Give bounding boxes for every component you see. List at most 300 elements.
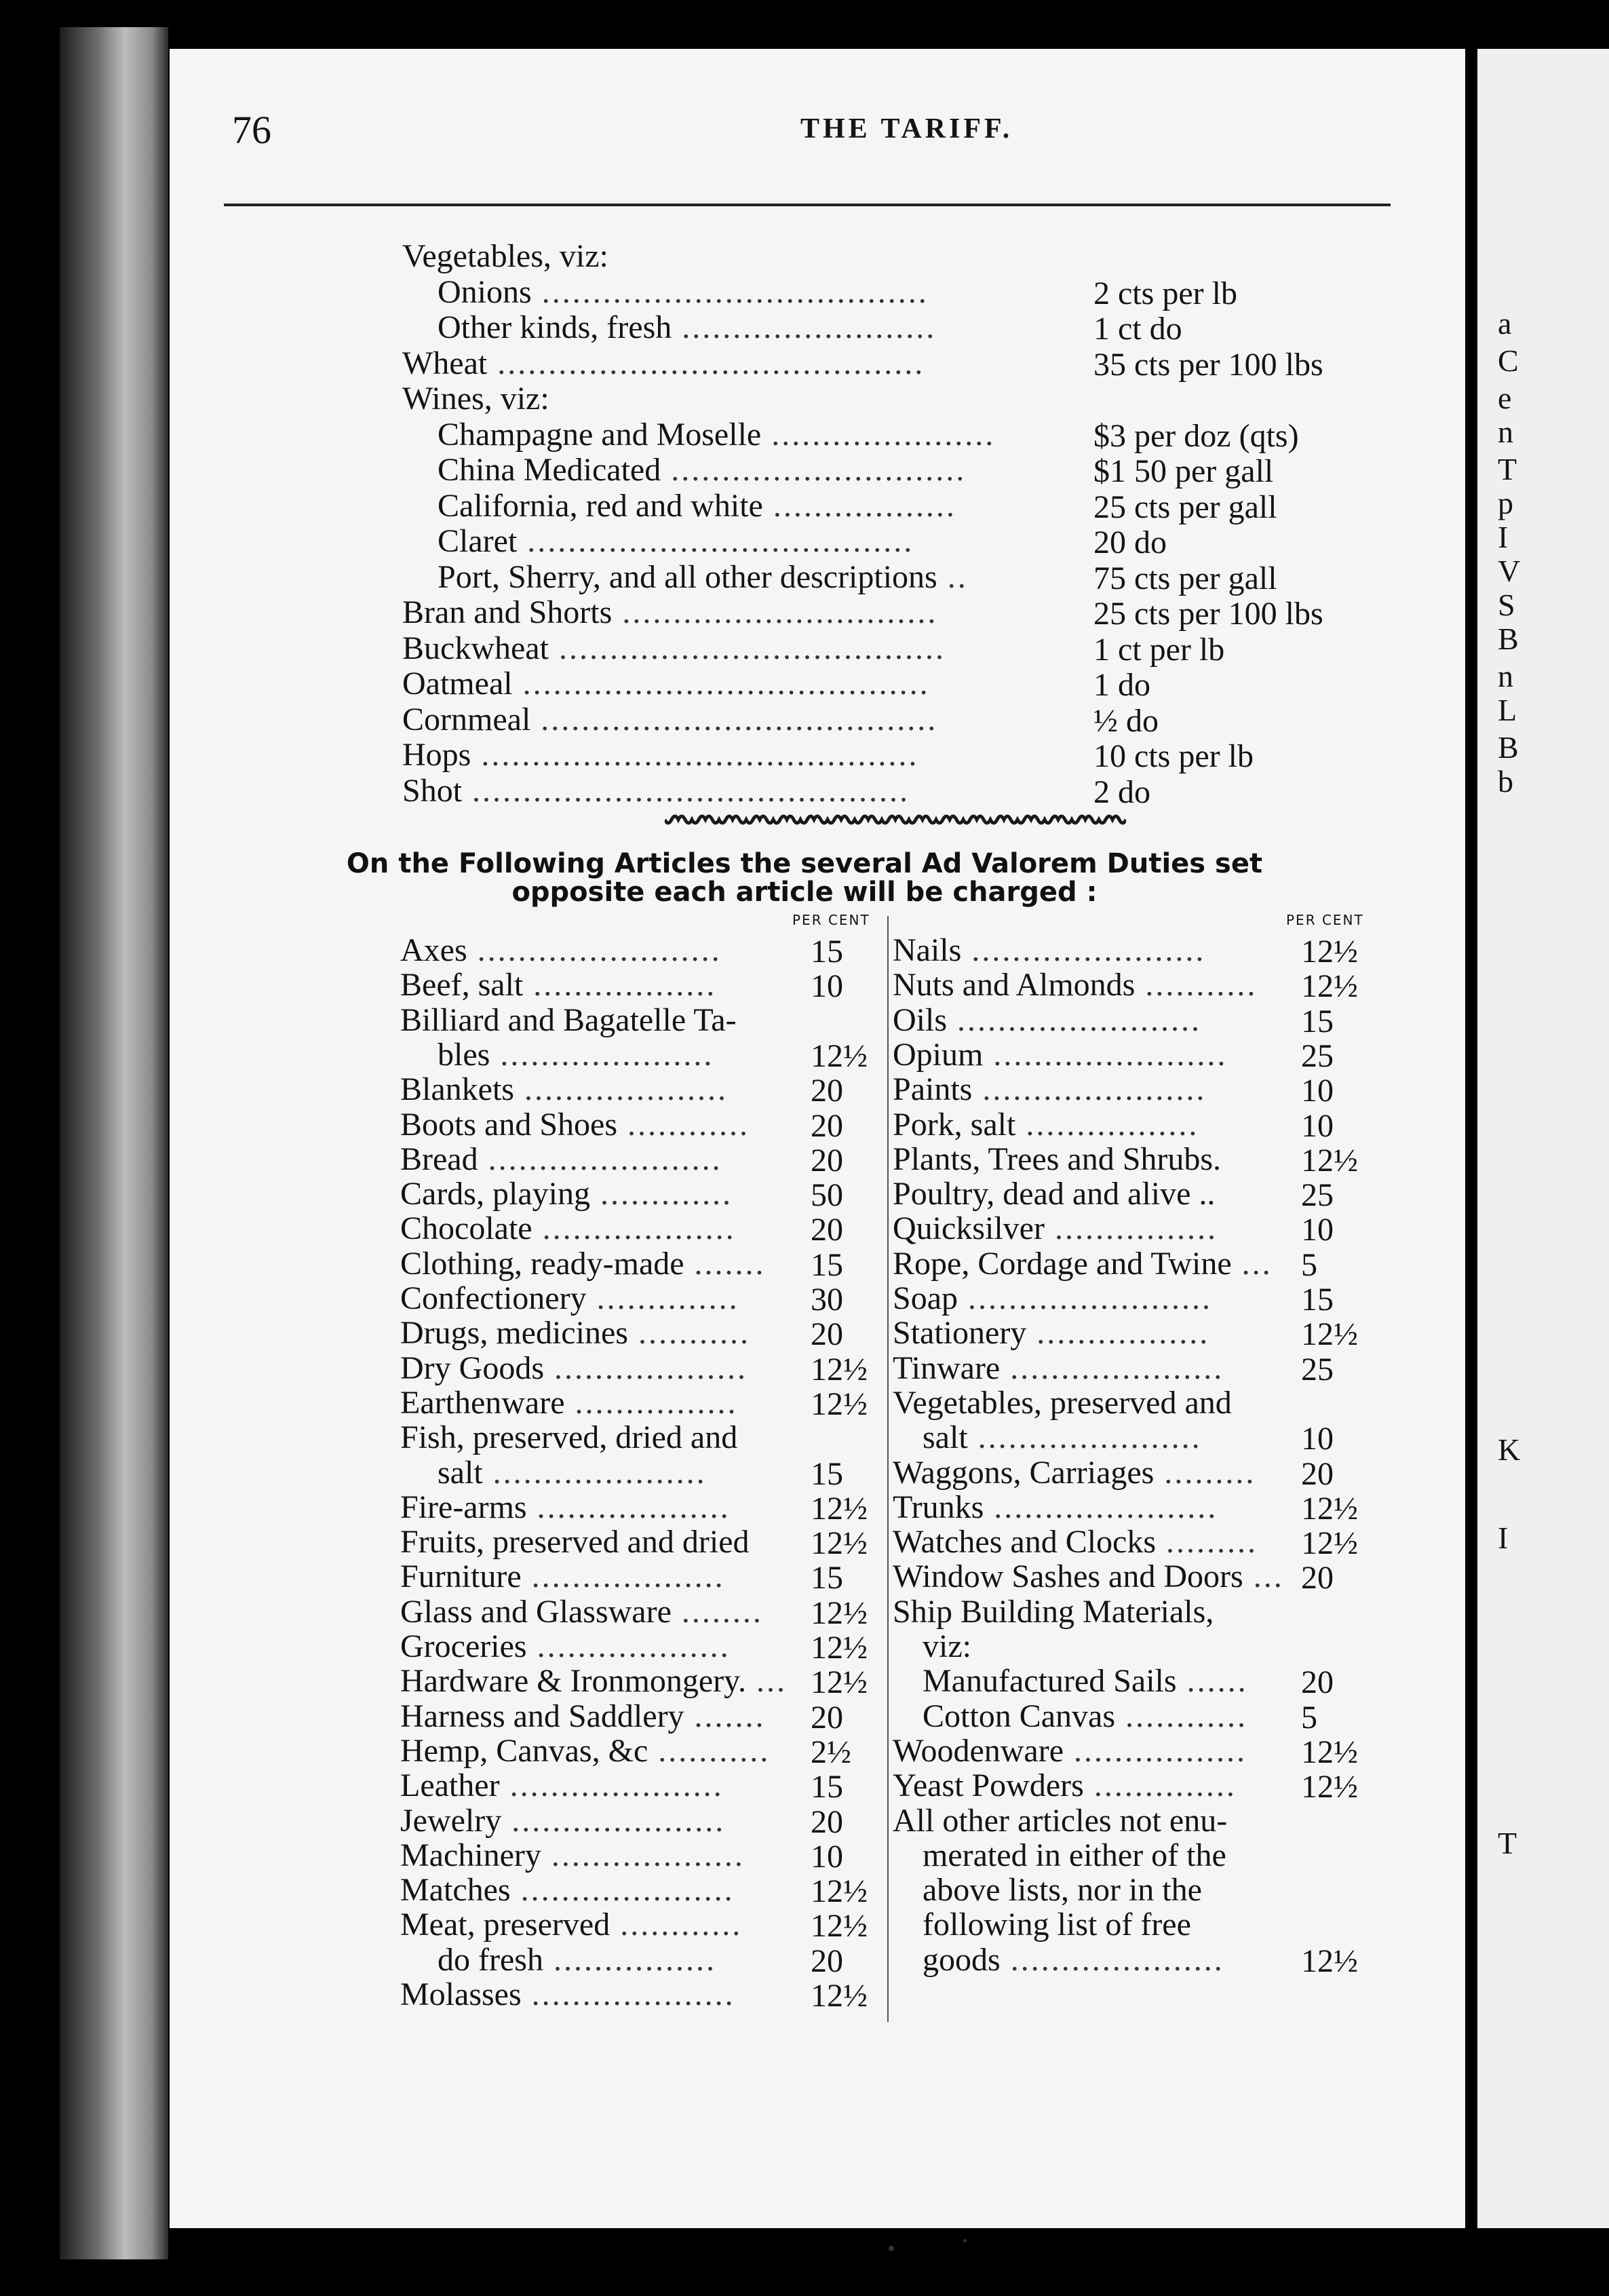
article-name: Rope, Cordage and Twine <box>893 1245 1232 1282</box>
dot-leader: ................ <box>564 1384 738 1421</box>
duty-row <box>402 631 946 666</box>
dot-leader: ........................................... <box>471 737 919 773</box>
dot-leader: .............. <box>586 1280 739 1316</box>
duty-row <box>402 346 925 381</box>
print-speck <box>963 2239 967 2242</box>
dot-leader: ............ <box>1115 1698 1247 1734</box>
ad-valorem-row <box>893 968 1257 1003</box>
dot-leader: ...................................... <box>531 273 929 310</box>
ad-valorem-row <box>893 1490 1218 1525</box>
article-name: Glass and Glassware <box>400 1593 672 1630</box>
rate-value: 12½ <box>811 1873 868 1910</box>
duty-value: $1 50 per gall <box>1093 453 1274 489</box>
dot-leader: ... <box>746 1663 788 1700</box>
article-name: bles <box>438 1036 490 1073</box>
rate-value: 20 <box>1301 1664 1334 1701</box>
dot-leader: .................... <box>513 1071 728 1108</box>
column-divider <box>887 916 889 2022</box>
book-spine-edge <box>60 27 168 2259</box>
dot-leader: ................. <box>1026 1315 1210 1352</box>
duty-value: 1 ct do <box>1093 311 1182 347</box>
article-name: Watches and Clocks <box>893 1524 1157 1561</box>
article-name: Matches <box>400 1872 511 1909</box>
rate-value: 12½ <box>811 1978 868 2014</box>
article-name: Beef, salt <box>400 967 524 1003</box>
article-name: Harness and Saddlery <box>400 1698 684 1734</box>
article-name: viz: <box>923 1628 971 1664</box>
ad-valorem-row <box>400 1246 766 1282</box>
article-name: Buckwheat <box>402 630 549 666</box>
duty-value: 1 do <box>1093 667 1150 703</box>
dot-leader: .......................................... <box>487 345 925 381</box>
article-name: Ship Building Materials, <box>893 1593 1214 1630</box>
ad-valorem-row <box>400 1977 735 2012</box>
ad-valorem-row <box>400 1525 750 1560</box>
ad-valorem-row <box>893 1594 1214 1630</box>
article-name: Boots and Shoes <box>400 1106 618 1143</box>
dot-leader: .. <box>937 558 968 595</box>
article-name: Yeast Powders <box>893 1767 1084 1804</box>
dot-leader: ....................... <box>478 1141 722 1177</box>
adjacent-letter: n <box>1498 659 1513 693</box>
article-name: Chocolate <box>400 1210 532 1247</box>
ad-valorem-row <box>438 1037 714 1073</box>
ad-valorem-row <box>400 1559 725 1594</box>
dot-leader: ................... <box>521 1558 725 1595</box>
article-name: merated in either of the <box>923 1837 1226 1873</box>
dot-leader: ................ <box>1044 1210 1218 1247</box>
dot-leader: ............................... <box>612 594 938 630</box>
article-name: Molasses <box>400 1976 522 2012</box>
rate-value: 2½ <box>811 1734 851 1770</box>
running-title: THE TARIFF. <box>800 113 1013 145</box>
article-name: Other kinds, fresh <box>438 309 672 345</box>
dot-leader: ....... <box>684 1245 766 1282</box>
rate-value: 15 <box>811 1246 843 1283</box>
ad-valorem-row <box>893 1246 1273 1282</box>
rate-value: 12½ <box>1301 968 1358 1005</box>
ad-valorem-row <box>400 1072 728 1107</box>
article-name: Drugs, medicines <box>400 1315 628 1352</box>
dot-leader: ...................................... <box>517 523 914 559</box>
article-name: Jewelry <box>400 1802 502 1839</box>
adjacent-letter: e <box>1498 381 1512 415</box>
article-name: Stationery <box>893 1315 1027 1352</box>
article-name: Fire-arms <box>400 1489 527 1525</box>
adjacent-letter: B <box>1498 621 1519 656</box>
ad-valorem-row <box>400 1734 770 1769</box>
adjacent-letter: n <box>1498 415 1513 449</box>
rate-value: 25 <box>1301 1351 1334 1388</box>
article-name: Oatmeal <box>402 666 513 702</box>
dot-leader: ........................ <box>947 1001 1202 1038</box>
ad-valorem-row <box>923 1873 1202 1908</box>
article-name: Trunks <box>893 1489 984 1525</box>
rate-value: 10 <box>1301 1107 1334 1144</box>
duty-row <box>402 773 910 809</box>
adjacent-letter: T <box>1498 1826 1517 1860</box>
article-name: Woodenware <box>893 1732 1064 1769</box>
ad-valorem-row <box>400 1629 731 1664</box>
ad-valorem-row <box>893 1385 1232 1421</box>
article-name: Poultry, dead and alive .. <box>893 1176 1216 1212</box>
ad-valorem-row <box>893 1142 1221 1177</box>
ad-valorem-row <box>400 1838 745 1873</box>
dot-leader: ........ <box>671 1593 763 1630</box>
dot-leader: ..................... <box>501 1802 726 1839</box>
article-name: Machinery <box>400 1837 541 1873</box>
ad-valorem-row <box>893 1316 1209 1351</box>
rate-value: 15 <box>1301 1003 1334 1039</box>
dot-leader: ..................... <box>510 1872 735 1909</box>
article-name: Nails <box>893 932 962 968</box>
dot-leader: ... <box>1231 1245 1273 1282</box>
dot-leader: ............ <box>610 1907 743 1943</box>
duty-value: 10 cts per lb <box>1093 738 1254 774</box>
dot-leader: ..................... <box>1000 1941 1224 1978</box>
ad-valorem-row <box>400 1490 731 1525</box>
article-name: Billiard and Bagatelle Ta- <box>400 1001 737 1038</box>
article-name: Clothing, ready-made <box>400 1245 684 1282</box>
ad-valorem-row <box>438 1455 707 1491</box>
ad-valorem-row <box>893 1803 1227 1839</box>
rate-value: 10 <box>1301 1212 1334 1248</box>
article-name: Soap <box>893 1280 958 1316</box>
ad-valorem-row <box>923 1664 1248 1699</box>
ad-valorem-row <box>400 1142 722 1177</box>
duty-row <box>402 702 937 738</box>
dot-leader: ...................................... <box>548 630 946 666</box>
rate-value: 20 <box>811 1107 843 1144</box>
per-cent-label-left: PER CENT <box>792 912 870 928</box>
rate-value: 12½ <box>1301 1525 1358 1562</box>
article-name: Cotton Canvas <box>923 1698 1115 1734</box>
ad-valorem-row <box>400 968 716 1003</box>
page-number: 76 <box>232 108 271 152</box>
dot-leader: ..................... <box>490 1036 714 1073</box>
rate-value: 10 <box>1301 1073 1334 1109</box>
article-name: California, red and white <box>438 487 763 524</box>
ad-valorem-row <box>893 1281 1212 1316</box>
ad-valorem-row <box>400 1907 742 1943</box>
article-name: Fish, preserved, dried and <box>400 1419 738 1456</box>
dot-leader: ..................... <box>1000 1350 1224 1386</box>
article-name: Paints <box>893 1071 973 1108</box>
rate-value: 12½ <box>1301 1142 1358 1179</box>
ad-valorem-row <box>923 1629 971 1664</box>
rate-value: 15 <box>811 1455 843 1492</box>
duty-value: 25 cts per 100 lbs <box>1093 596 1323 632</box>
rate-value: 12½ <box>811 1385 868 1422</box>
article-name: Claret <box>438 523 518 559</box>
dot-leader: ........................ <box>467 932 722 968</box>
rate-value: 10 <box>1301 1421 1334 1457</box>
rate-value: 20 <box>811 1803 843 1840</box>
article-name: Bran and Shorts <box>402 594 613 630</box>
duty-value: 2 do <box>1093 773 1150 810</box>
ad-valorem-row <box>893 1768 1237 1803</box>
rate-value: 50 <box>811 1177 843 1214</box>
article-name: Wheat <box>402 345 488 381</box>
ad-valorem-row <box>893 1455 1256 1491</box>
ad-valorem-row <box>400 1803 725 1839</box>
rate-value: 25 <box>1301 1177 1334 1214</box>
ad-valorem-row <box>400 1594 763 1630</box>
article-name: Hemp, Canvas, &c <box>400 1732 648 1769</box>
rate-value: 10 <box>811 1838 843 1875</box>
dot-leader: ....................... <box>983 1036 1228 1073</box>
dot-leader: ..................... <box>482 1454 707 1491</box>
article-name: Pork, salt <box>893 1106 1016 1143</box>
article-name: Champagne and Moselle <box>438 416 762 453</box>
duty-row <box>438 417 995 453</box>
ad-valorem-row <box>893 1559 1284 1594</box>
rate-value: 15 <box>811 934 843 970</box>
duty-row <box>402 239 608 274</box>
article-name: above lists, nor in the <box>923 1872 1202 1909</box>
rate-value: 20 <box>1301 1455 1334 1492</box>
dot-leader: ............................. <box>661 452 967 488</box>
rate-value: 12½ <box>1301 1490 1358 1527</box>
dot-leader: ...................... <box>761 416 996 453</box>
adjacent-letter: T <box>1498 452 1517 486</box>
article-name: do fresh <box>438 1941 543 1978</box>
ad-valorem-row <box>893 1107 1199 1143</box>
article-name: Plants, Trees and Shrubs. <box>893 1141 1222 1177</box>
ad-valorem-row <box>893 1525 1258 1560</box>
dot-leader: ........... <box>648 1732 771 1769</box>
rate-value: 12½ <box>811 1630 868 1666</box>
rate-value: 20 <box>811 1699 843 1736</box>
rate-value: 5 <box>1301 1699 1317 1736</box>
article-name: Nuts and Almonds <box>893 967 1136 1003</box>
duty-row <box>402 381 549 417</box>
dot-leader: .................... <box>521 1976 735 2012</box>
print-speck <box>889 2246 894 2251</box>
ad-valorem-row <box>923 1838 1226 1873</box>
article-name: Window Sashes and Doors <box>893 1558 1243 1595</box>
duty-row <box>402 595 937 630</box>
ad-valorem-row <box>893 1037 1227 1073</box>
header-rule <box>224 204 1391 206</box>
article-name: goods <box>923 1941 1001 1978</box>
dot-leader: ................. <box>1064 1732 1247 1769</box>
article-name: Onions <box>438 273 532 310</box>
page-header <box>0 107 1609 175</box>
article-name: Meat, preserved <box>400 1907 610 1943</box>
rate-value: 5 <box>1301 1246 1317 1283</box>
rate-value: 20 <box>811 1142 843 1179</box>
ad-valorem-row <box>893 1211 1218 1246</box>
article-name: Vegetables, viz: <box>402 238 608 274</box>
rate-value: 25 <box>1301 1037 1334 1074</box>
ad-valorem-row <box>400 1003 737 1038</box>
article-name: Dry Goods <box>400 1350 544 1386</box>
duty-row <box>402 738 918 773</box>
article-name: Blankets <box>400 1071 514 1108</box>
dot-leader: ........................................... <box>462 772 910 809</box>
ad-valorem-row <box>400 933 722 968</box>
duty-row <box>438 310 936 345</box>
article-name: following list of free <box>923 1907 1191 1943</box>
rate-value: 12½ <box>1301 1943 1358 1979</box>
dot-leader: ......... <box>1156 1524 1258 1561</box>
rate-value: 12½ <box>811 1664 868 1701</box>
duty-row <box>438 560 968 595</box>
dot-leader: ............. <box>589 1176 733 1212</box>
rate-value: 20 <box>811 1943 843 1979</box>
ad-valorem-row <box>400 1420 737 1455</box>
ad-valorem-row <box>400 1107 750 1143</box>
article-name: Opium <box>893 1036 984 1073</box>
dot-leader: ....... <box>684 1698 766 1734</box>
dot-leader: ....................................... <box>530 701 938 738</box>
article-name: Earthenware <box>400 1384 565 1421</box>
duty-value: 35 cts per 100 lbs <box>1093 346 1323 383</box>
ad-valorem-row <box>400 1664 787 1699</box>
rate-value: 20 <box>1301 1560 1334 1596</box>
dot-leader: ................... <box>526 1489 731 1525</box>
ad-valorem-row <box>893 1003 1201 1038</box>
per-cent-label-right: PER CENT <box>1286 912 1364 928</box>
ad-valorem-row <box>923 1699 1247 1734</box>
adjacent-letter: a <box>1498 306 1512 341</box>
article-name: Hardware & Ironmongery. <box>400 1663 747 1700</box>
dot-leader: ...................... <box>972 1071 1207 1108</box>
duty-value: 25 cts per gall <box>1093 489 1277 525</box>
article-name: Waggons, Carriages <box>893 1454 1155 1491</box>
rate-value: 12½ <box>811 1525 868 1562</box>
adjacent-letter: B <box>1498 730 1519 765</box>
dot-leader: .................. <box>523 967 717 1003</box>
dot-leader: ....................... <box>961 932 1206 968</box>
rate-value: 12½ <box>1301 1316 1358 1353</box>
dot-leader: ...................... <box>967 1419 1202 1456</box>
rate-value: 20 <box>811 1316 843 1353</box>
article-name: Cards, playing <box>400 1176 590 1212</box>
rate-value: 10 <box>811 968 843 1005</box>
duty-value: 20 do <box>1093 524 1167 560</box>
ad-valorem-row <box>400 1699 766 1734</box>
rate-value: 12½ <box>811 1908 868 1945</box>
dot-leader: ........................ <box>958 1280 1212 1316</box>
article-name: Manufactured Sails <box>923 1663 1177 1700</box>
adjacent-letter: K <box>1498 1432 1521 1467</box>
ornamental-divider <box>665 811 1126 828</box>
article-name: Tinware <box>893 1350 1001 1386</box>
adjacent-letter: b <box>1498 764 1513 799</box>
rate-value: 12½ <box>811 1037 868 1074</box>
dot-leader: ........... <box>1135 967 1258 1003</box>
dot-leader: ................... <box>544 1350 748 1386</box>
ad-valorem-row <box>893 1072 1206 1107</box>
article-name: Oils <box>893 1001 948 1038</box>
ad-valorem-row <box>400 1351 748 1386</box>
article-name: Cornmeal <box>402 701 531 738</box>
adjacent-letter: V <box>1498 554 1521 588</box>
duty-value: 75 cts per gall <box>1093 560 1277 596</box>
dot-leader: ... <box>1243 1558 1284 1595</box>
dot-leader: ................... <box>526 1628 731 1664</box>
dot-leader: ........................................ <box>512 666 930 702</box>
rate-value: 15 <box>811 1560 843 1596</box>
adjacent-letter: L <box>1498 693 1517 727</box>
ad-valorem-row <box>400 1211 736 1246</box>
article-name: Shot <box>402 772 463 809</box>
ad-valorem-row <box>893 1351 1224 1386</box>
ad-valorem-row <box>400 1176 733 1212</box>
ad-valorem-row <box>438 1943 716 1978</box>
dot-leader: ................... <box>532 1210 736 1247</box>
dot-leader: ......................... <box>672 309 937 345</box>
article-name: Axes <box>400 932 467 968</box>
dot-leader: ................ <box>543 1941 716 1978</box>
ad-valorem-row <box>400 1316 750 1351</box>
ad-valorem-row <box>893 933 1205 968</box>
dot-leader: ........... <box>627 1315 750 1352</box>
dot-leader: ......... <box>1154 1454 1256 1491</box>
article-name: Groceries <box>400 1628 527 1664</box>
ad-valorem-heading-line1: On the Following Articles the several Ad Valorem Duties set <box>346 848 1263 879</box>
ad-valorem-row <box>400 1768 724 1803</box>
ad-valorem-row <box>893 1734 1247 1769</box>
rate-value: 12½ <box>1301 934 1358 970</box>
article-name: Leather <box>400 1767 500 1804</box>
article-name: salt <box>923 1419 968 1456</box>
adjacent-page-edge <box>1477 49 1609 2228</box>
article-name: Vegetables, preserved and <box>893 1384 1232 1421</box>
dot-leader: ................. <box>1015 1106 1199 1143</box>
rate-value: 20 <box>811 1073 843 1109</box>
ad-valorem-row <box>400 1281 739 1316</box>
article-name: Quicksilver <box>893 1210 1045 1247</box>
duty-row <box>402 666 930 702</box>
adjacent-letter: p <box>1498 486 1513 520</box>
article-name: Wines, viz: <box>402 381 549 417</box>
dot-leader: .................. <box>762 487 956 524</box>
dot-leader: ...................... <box>984 1489 1218 1525</box>
rate-value: 15 <box>1301 1282 1334 1318</box>
rate-value: 30 <box>811 1282 843 1318</box>
adjacent-letter: C <box>1498 343 1519 378</box>
ad-valorem-row <box>923 1943 1224 1978</box>
article-name: All other articles not enu- <box>893 1802 1228 1839</box>
duty-value: 2 cts per lb <box>1093 275 1237 311</box>
article-name: Bread <box>400 1141 478 1177</box>
dot-leader: ............ <box>617 1106 750 1143</box>
article-name: China Medicated <box>438 452 661 488</box>
article-name: Furniture <box>400 1558 522 1595</box>
ad-valorem-row <box>923 1907 1191 1943</box>
article-name: Fruits, preserved and dried <box>400 1524 750 1561</box>
adjacent-letter: I <box>1498 1520 1509 1555</box>
duty-row <box>438 489 956 524</box>
dot-leader: ..................... <box>499 1767 724 1804</box>
dot-leader: .............. <box>1083 1767 1237 1804</box>
article-name: Hops <box>402 737 471 773</box>
rate-value: 12½ <box>811 1490 868 1527</box>
rate-value: 15 <box>811 1769 843 1805</box>
article-name: Confectionery <box>400 1280 587 1316</box>
ad-valorem-row <box>400 1873 735 1908</box>
dot-leader: ................... <box>541 1837 745 1873</box>
ad-valorem-heading-line2: opposite each article will be charged : <box>511 877 1098 908</box>
adjacent-letter: S <box>1498 588 1515 622</box>
rate-value: 12½ <box>811 1351 868 1388</box>
rate-value: 20 <box>811 1212 843 1248</box>
duty-row <box>438 453 966 488</box>
duty-row <box>438 524 914 559</box>
